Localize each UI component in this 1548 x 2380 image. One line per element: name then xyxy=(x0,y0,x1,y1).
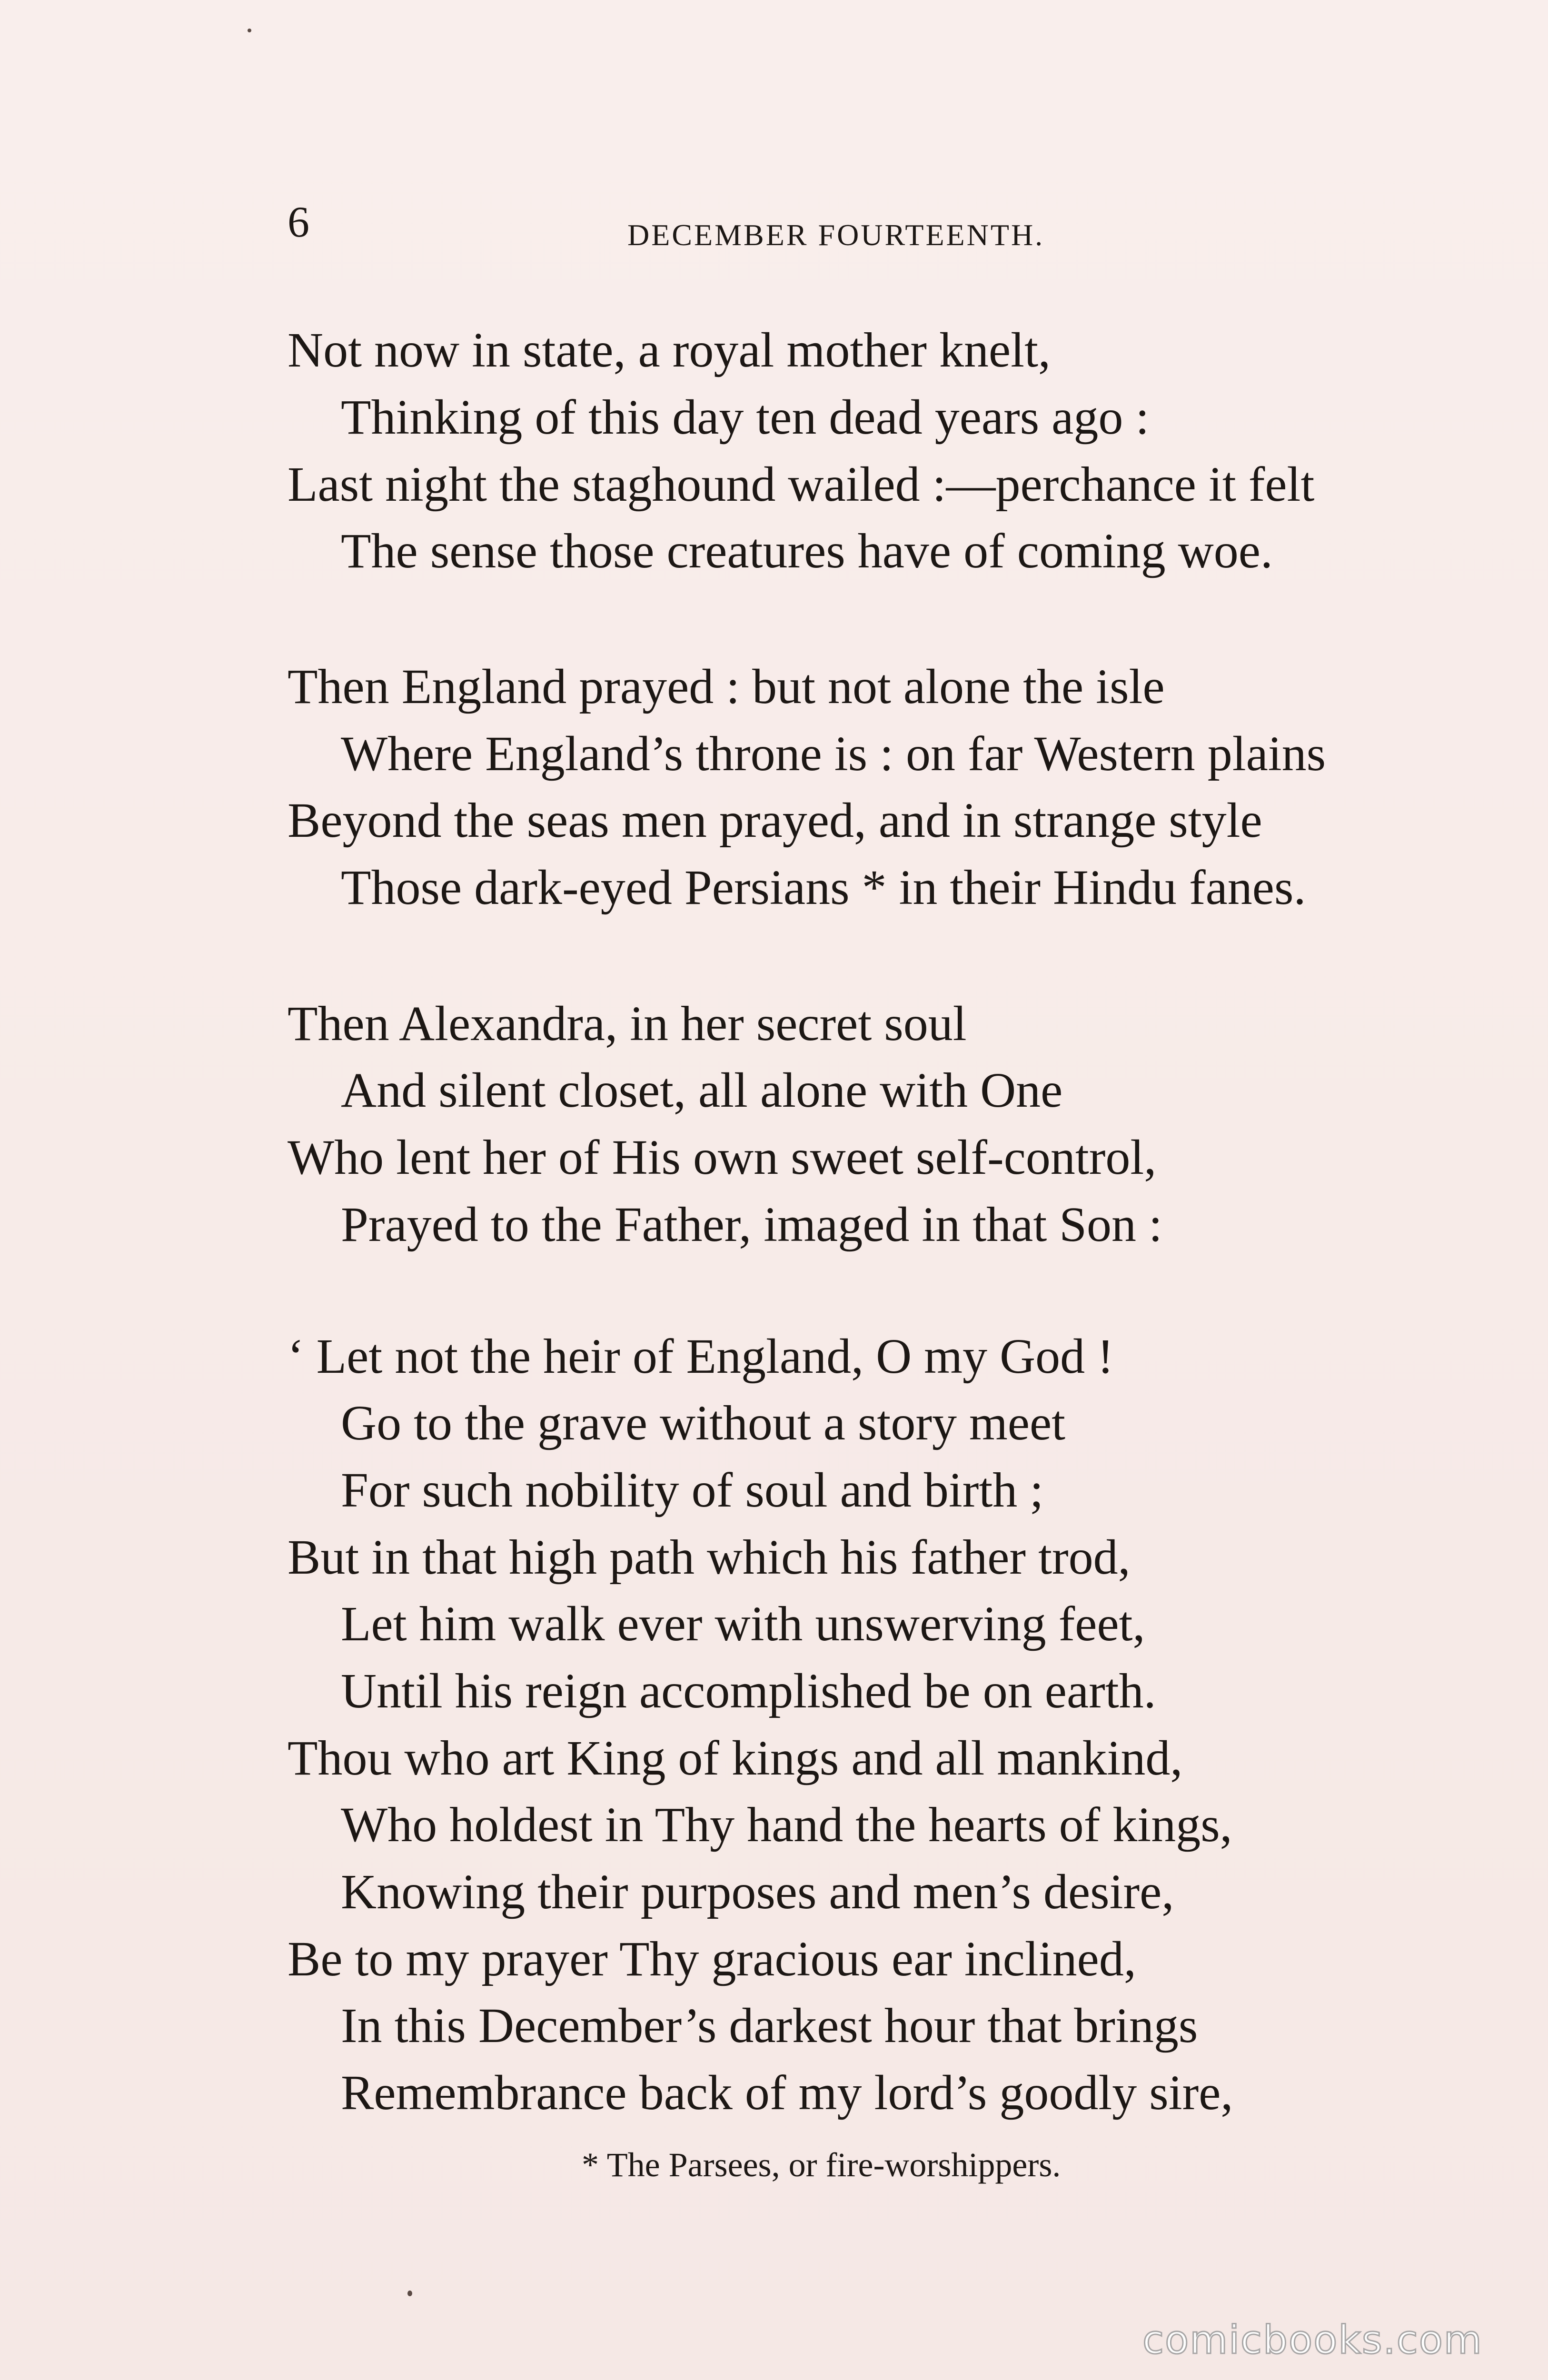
poem-line: Until his reign accomplished be on earth. xyxy=(341,1664,1156,1718)
paper-speck xyxy=(407,2291,412,2296)
poem-line: For such nobility of soul and birth ; xyxy=(341,1463,1044,1517)
poem-line: Where England’s throne is : on far Western plains xyxy=(341,726,1326,781)
poem-line: Then Alexandra, in her secret soul xyxy=(288,996,967,1051)
poem-line: Be to my prayer Thy gracious ear inclined, xyxy=(288,1932,1136,1986)
poem-line: The sense those creatures have of coming woe. xyxy=(341,524,1273,578)
poem-line: Thou who art King of kings and all mankind, xyxy=(288,1731,1183,1785)
poem-line: Who lent her of His own sweet self-control, xyxy=(288,1130,1157,1185)
page-number: 6 xyxy=(288,198,309,246)
poem-line: In this December’s darkest hour that brings xyxy=(341,1998,1198,2053)
poem-line: Then England prayed : but not alone the isle xyxy=(288,659,1165,714)
poem-line: But in that high path which his father trod, xyxy=(288,1530,1131,1585)
poem-line: Not now in state, a royal mother knelt, xyxy=(288,323,1051,377)
poem-line: Those dark-eyed Persians * in their Hindu fanes. xyxy=(341,860,1306,915)
poem-line: Knowing their purposes and men’s desire, xyxy=(341,1864,1174,1919)
paper-speck xyxy=(248,29,251,32)
poem-line: Prayed to the Father, imaged in that Son : xyxy=(341,1197,1162,1252)
footnote: * The Parsees, or fire-worshippers. xyxy=(582,2146,1061,2184)
poem-line: And silent closet, all alone with One xyxy=(341,1063,1063,1118)
poem-line: Beyond the seas men prayed, and in strange style xyxy=(288,793,1262,848)
watermark-logo: comicbooks.com xyxy=(1142,2318,1483,2363)
poem-line: Remembrance back of my lord’s goodly sire, xyxy=(341,2065,1233,2120)
poem-line: Let him walk ever with unswerving feet, xyxy=(341,1597,1145,1651)
poem-line: Last night the staghound wailed :—perchance it felt xyxy=(288,457,1315,512)
poem-line: Who holdest in Thy hand the hearts of kings, xyxy=(341,1797,1232,1852)
poem-line: ‘ Let not the heir of England, O my God ! xyxy=(288,1329,1114,1384)
running-head: DECEMBER FOURTEENTH. xyxy=(627,218,1045,252)
poem-line: Go to the grave without a story meet xyxy=(341,1396,1066,1450)
poem-line: Thinking of this day ten dead years ago : xyxy=(341,390,1150,445)
